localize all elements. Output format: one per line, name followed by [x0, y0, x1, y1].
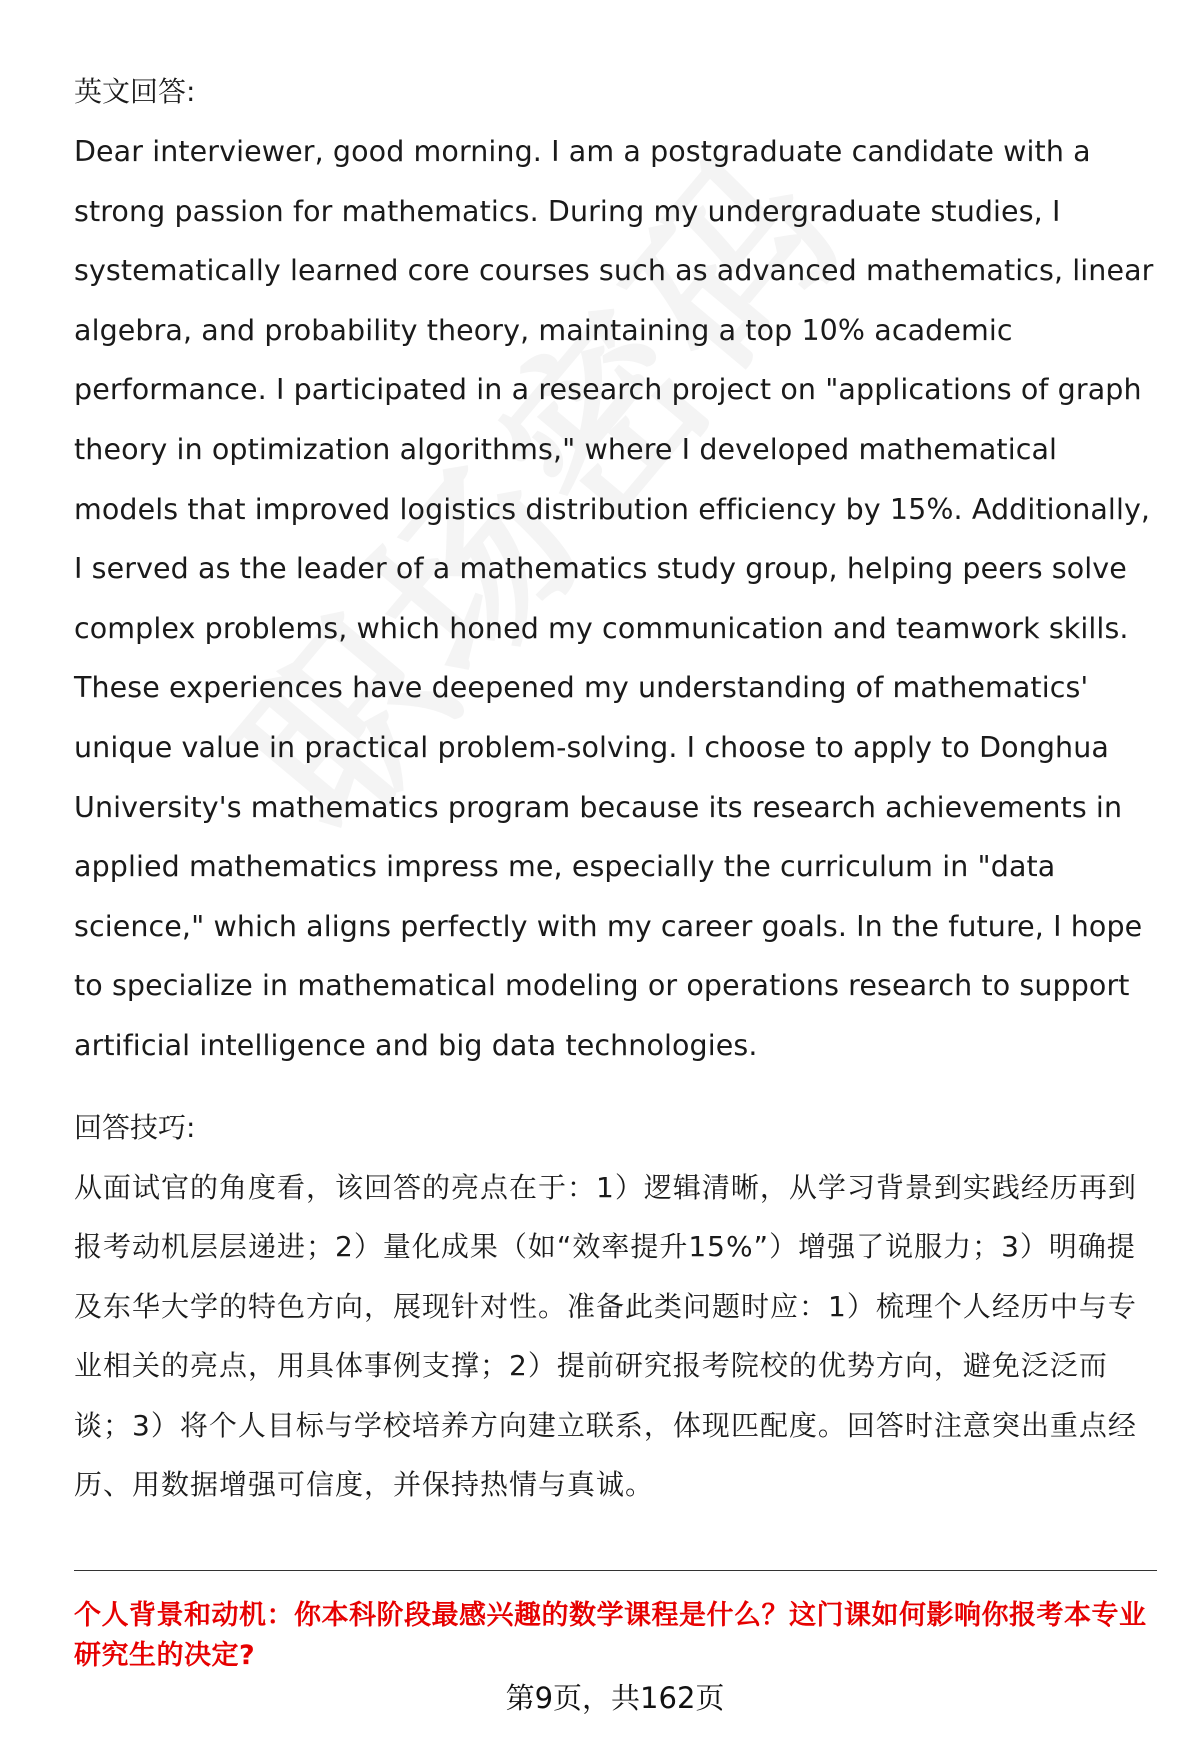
page-indicator: 第9页，共162页	[505, 1681, 725, 1715]
next-question-heading: 个人背景和动机：你本科阶段最感兴趣的数学课程是什么？这门课如何影响你报考本专业研究生的决定?	[74, 1600, 1147, 1671]
section-divider	[74, 1570, 1157, 1571]
tips-text: 从面试官的角度看，该回答的亮点在于：1）逻辑清晰，从学习背景到实践经历再到报考动机层层递进；2）量化成果（如“效率提升15%”）增强了说服力；3）明确提及东华大学的特色方向，展现针对性。准备此类问题时应：1）梳理个人经历中与专业相关的亮点，用具体事例支撑；2）提前研究报考院校的优势方向，避免泛泛而谈；3）将个人目标与学校培养方向建立联系，体现匹配度。回答时注意突出重点经历、用数据增强可信度，并保持热情与真诚。	[74, 1170, 1137, 1501]
english-answer-text: Dear interviewer, good morning. I am a postgraduate candidate with a strong passion for mathematics. During my undergraduate studies, I systematically learned core courses such as advanced mathematics, linear algebra, and probability theory, maintaining a top 10% academic performance. I participated in a research project on "applications of graph theory in optimization algorithms," where I developed mathematical models that improved logistics distribution efficiency by 15%. Additionally, I served as the leader of a mathematics study group, helping peers solve complex problems, which honed my communication and teamwork skills. These experiences have deepened my understanding of mathematics' unique value in practical problem-solving. I choose to apply to Donghua University's mathematics program because its research achievements in applied mathematics impress me, especially the curriculum in "data science," which aligns perfectly with my career goals. In the future, I hope to specialize in mathematical modeling or operations research to support artificial intelligence and big data technologies.	[74, 135, 1154, 1062]
answer-section-label: 英文回答:	[74, 75, 196, 108]
content-area	[74, 62, 1164, 1515]
tips-section-label: 回答技巧:	[74, 1110, 196, 1144]
